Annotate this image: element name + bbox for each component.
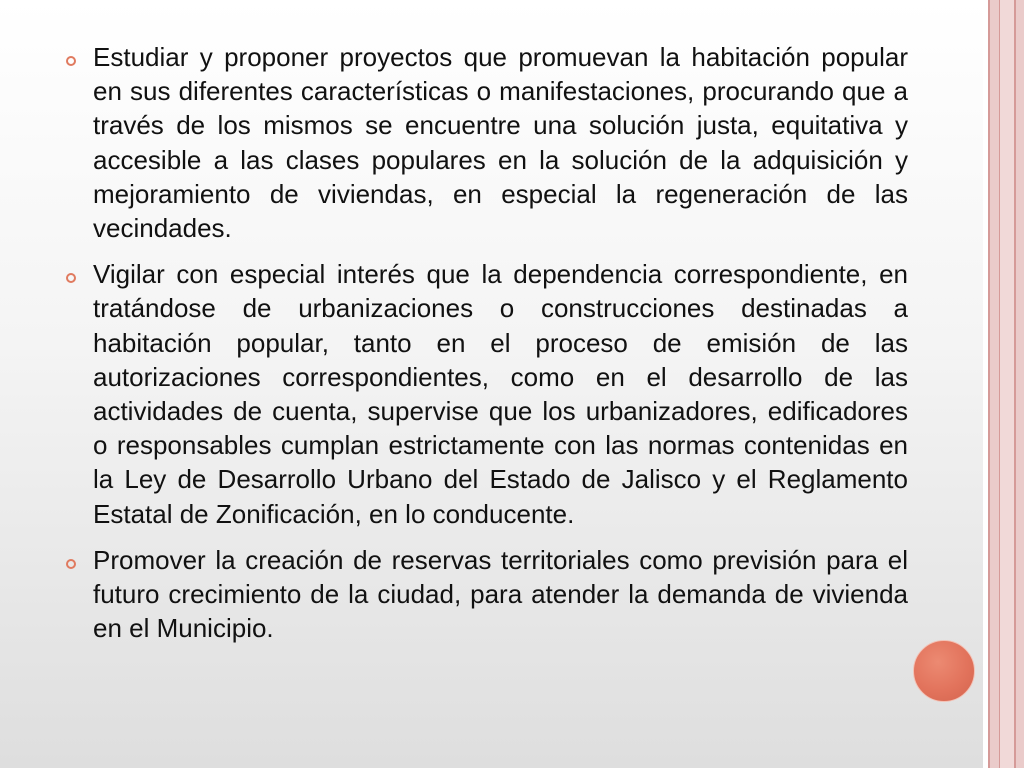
border-stripe <box>990 0 999 768</box>
right-decorative-border <box>983 0 1024 768</box>
bullet-item <box>60 40 908 245</box>
bullet-item <box>60 257 908 531</box>
bullet-item <box>60 543 908 646</box>
border-stripe <box>1000 0 1014 768</box>
bullet-text: Promover la creación de reservas territoriales como previsión para el futuro crecimiento de la ciudad, para atender la demanda de vivienda en el Municipio. <box>93 544 908 644</box>
bullet-ring-icon <box>66 273 76 283</box>
bullet-ring-icon <box>66 559 76 569</box>
decorative-circle <box>913 640 975 702</box>
bullet-text: Vigilar con especial interés que la dependencia correspondiente, en tratándose de urbanizaciones o construcciones destinadas a habitación popular, tanto en el proceso de emisión de las autorizaciones correspondientes, como en el desarrollo de las actividades de cuenta, supervise que los urbanizadores, edificadores o responsables cumplan estrictamente con las normas contenidas en la Ley de Desarrollo Urbano del Estado de Jalisco y el Reglamento Estatal de Zonificación, en lo conducente. <box>93 259 908 529</box>
bullet-ring-icon <box>66 56 76 66</box>
bullet-list <box>60 40 908 657</box>
border-stripe <box>1016 0 1024 768</box>
bullet-text: Estudiar y proponer proyectos que promuevan la habitación popular en sus diferentes características o manifestaciones, procurando que a través de los mismos se encuentre una solución justa, equitativa y accesible a las clases populares en la solución de la adquisición y mejoramiento de viviendas, en especial la regeneración de las vecindades. <box>93 42 908 244</box>
